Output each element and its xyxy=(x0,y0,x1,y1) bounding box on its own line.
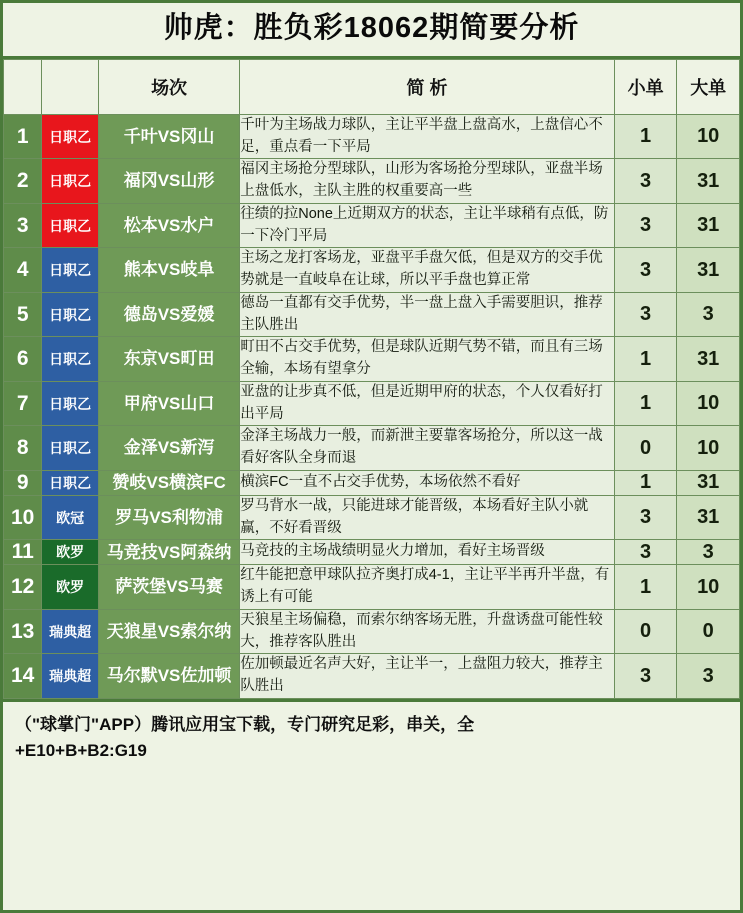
match-name: 马竞技VS阿森纳 xyxy=(98,540,239,565)
big-bet-value: 31 xyxy=(677,248,740,293)
row-index: 12 xyxy=(4,565,42,610)
table-header-row xyxy=(4,59,740,114)
match-name: 马尔默VS佐加顿 xyxy=(98,654,239,699)
column-header-index xyxy=(4,59,42,114)
match-name: 天狼星VS索尔纳 xyxy=(98,609,239,654)
big-bet-value: 10 xyxy=(677,565,740,610)
league-badge: 日职乙 xyxy=(42,248,99,293)
table-row xyxy=(4,381,740,426)
match-name: 赞岐VS横滨FC xyxy=(98,470,239,495)
match-analysis: 亚盘的让步真不低，但是近期甲府的状态，个人仅看好打出平局 xyxy=(240,381,615,426)
match-name: 德岛VS爱媛 xyxy=(98,292,239,337)
league-badge: 日职乙 xyxy=(42,337,99,382)
small-bet-value: 3 xyxy=(614,292,677,337)
big-bet-value: 31 xyxy=(677,470,740,495)
big-bet-value: 3 xyxy=(677,292,740,337)
row-index: 6 xyxy=(4,337,42,382)
match-analysis: 佐加顿最近名声大好，主让半一，上盘阻力较大，推荐主队胜出 xyxy=(240,654,615,699)
page-header xyxy=(3,3,740,59)
match-analysis: 罗马背水一战，只能进球才能晋级，本场看好主队小就赢，不好看晋级 xyxy=(240,495,615,540)
row-index: 14 xyxy=(4,654,42,699)
row-index: 10 xyxy=(4,495,42,540)
match-name: 萨茨堡VS马赛 xyxy=(98,565,239,610)
match-name: 熊本VS岐阜 xyxy=(98,248,239,293)
match-name: 罗马VS利物浦 xyxy=(98,495,239,540)
footer-line-2: +E10+B+B2:G19 xyxy=(15,741,147,761)
footer-note xyxy=(3,699,740,910)
small-bet-value: 1 xyxy=(614,565,677,610)
league-badge: 欧罗 xyxy=(42,540,99,565)
table-row xyxy=(4,203,740,248)
match-analysis: 金泽主场战力一般，而新泄主要靠客场抢分，所以这一战看好客队全身而退 xyxy=(240,426,615,471)
row-index: 2 xyxy=(4,159,42,204)
page-title: 帅虎：胜负彩18062期简要分析 xyxy=(163,12,580,44)
match-analysis: 天狼星主场偏稳，而索尔纳客场无胜，升盘诱盘可能性较大，推荐客队胜出 xyxy=(240,609,615,654)
column-header-league xyxy=(42,59,99,114)
match-analysis: 往绩的拉None上近期双方的状态，主让半球稍有点低，防一下冷门平局 xyxy=(240,203,615,248)
league-badge: 日职乙 xyxy=(42,426,99,471)
row-index: 3 xyxy=(4,203,42,248)
small-bet-value: 3 xyxy=(614,654,677,699)
match-analysis: 马竞技的主场战绩明显火力增加，看好主场晋级 xyxy=(240,540,615,565)
column-header-match: 场次 xyxy=(98,59,239,114)
small-bet-value: 1 xyxy=(614,337,677,382)
small-bet-value: 0 xyxy=(614,609,677,654)
row-index: 1 xyxy=(4,114,42,159)
big-bet-value: 31 xyxy=(677,495,740,540)
big-bet-value: 10 xyxy=(677,381,740,426)
small-bet-value: 3 xyxy=(614,248,677,293)
big-bet-value: 3 xyxy=(677,654,740,699)
small-bet-value: 1 xyxy=(614,381,677,426)
league-badge: 日职乙 xyxy=(42,159,99,204)
match-name: 金泽VS新泻 xyxy=(98,426,239,471)
league-badge: 日职乙 xyxy=(42,203,99,248)
match-analysis: 町田不占交手优势，但是球队近期气势不错，而且有三场全输，本场有望拿分 xyxy=(240,337,615,382)
league-badge: 瑞典超 xyxy=(42,609,99,654)
column-header-big: 大单 xyxy=(677,59,740,114)
match-name: 福冈VS山形 xyxy=(98,159,239,204)
match-analysis: 德岛一直都有交手优势，半一盘上盘入手需要胆识，推荐主队胜出 xyxy=(240,292,615,337)
league-badge: 欧冠 xyxy=(42,495,99,540)
league-badge: 欧罗 xyxy=(42,565,99,610)
big-bet-value: 0 xyxy=(677,609,740,654)
match-name: 甲府VS山口 xyxy=(98,381,239,426)
column-header-small: 小单 xyxy=(614,59,677,114)
table-row xyxy=(4,495,740,540)
table-header xyxy=(4,59,740,114)
table-row xyxy=(4,540,740,565)
column-header-analysis: 简 析 xyxy=(240,59,615,114)
small-bet-value: 0 xyxy=(614,426,677,471)
league-badge: 日职乙 xyxy=(42,114,99,159)
league-badge: 日职乙 xyxy=(42,470,99,495)
small-bet-value: 3 xyxy=(614,159,677,204)
table-row xyxy=(4,470,740,495)
small-bet-value: 3 xyxy=(614,495,677,540)
row-index: 13 xyxy=(4,609,42,654)
match-name: 千叶VS冈山 xyxy=(98,114,239,159)
table-row xyxy=(4,337,740,382)
table-row xyxy=(4,159,740,204)
small-bet-value: 1 xyxy=(614,114,677,159)
table-row xyxy=(4,565,740,610)
table-row xyxy=(4,654,740,699)
small-bet-value: 3 xyxy=(614,203,677,248)
row-index: 9 xyxy=(4,470,42,495)
small-bet-value: 1 xyxy=(614,470,677,495)
league-badge: 日职乙 xyxy=(42,292,99,337)
match-analysis: 横滨FC一直不占交手优势，本场依然不看好 xyxy=(240,470,615,495)
league-badge: 日职乙 xyxy=(42,381,99,426)
footer-line-1: （"球掌门"APP）腾讯应用宝下载，专门研究足彩，串关，全 xyxy=(15,714,475,734)
small-bet-value: 3 xyxy=(614,540,677,565)
match-analysis: 福冈主场抢分型球队，山形为客场抢分型球队，亚盘半场上盘低水，主队主胜的权重要高一些 xyxy=(240,159,615,204)
row-index: 8 xyxy=(4,426,42,471)
big-bet-value: 31 xyxy=(677,159,740,204)
table-row xyxy=(4,114,740,159)
big-bet-value: 31 xyxy=(677,203,740,248)
big-bet-value: 3 xyxy=(677,540,740,565)
match-analysis: 红牛能把意甲球队拉齐奥打成4-1，主让平半再升半盘，有诱上有可能 xyxy=(240,565,615,610)
match-analysis: 千叶为主场战力球队，主让平半盘上盘高水，上盘信心不足，重点看一下平局 xyxy=(240,114,615,159)
table-row xyxy=(4,248,740,293)
table-row xyxy=(4,292,740,337)
match-name: 松本VS水户 xyxy=(98,203,239,248)
league-badge: 瑞典超 xyxy=(42,654,99,699)
table-row xyxy=(4,609,740,654)
match-analysis-table xyxy=(3,59,740,699)
big-bet-value: 10 xyxy=(677,426,740,471)
match-name: 东京VS町田 xyxy=(98,337,239,382)
row-index: 11 xyxy=(4,540,42,565)
row-index: 4 xyxy=(4,248,42,293)
match-analysis: 主场之龙打客场龙，亚盘平手盘欠低，但是双方的交手优势就是一直岐阜在让球，所以平手盘也算正常 xyxy=(240,248,615,293)
big-bet-value: 10 xyxy=(677,114,740,159)
big-bet-value: 31 xyxy=(677,337,740,382)
table-row xyxy=(4,426,740,471)
row-index: 5 xyxy=(4,292,42,337)
table-body xyxy=(4,114,740,698)
row-index: 7 xyxy=(4,381,42,426)
